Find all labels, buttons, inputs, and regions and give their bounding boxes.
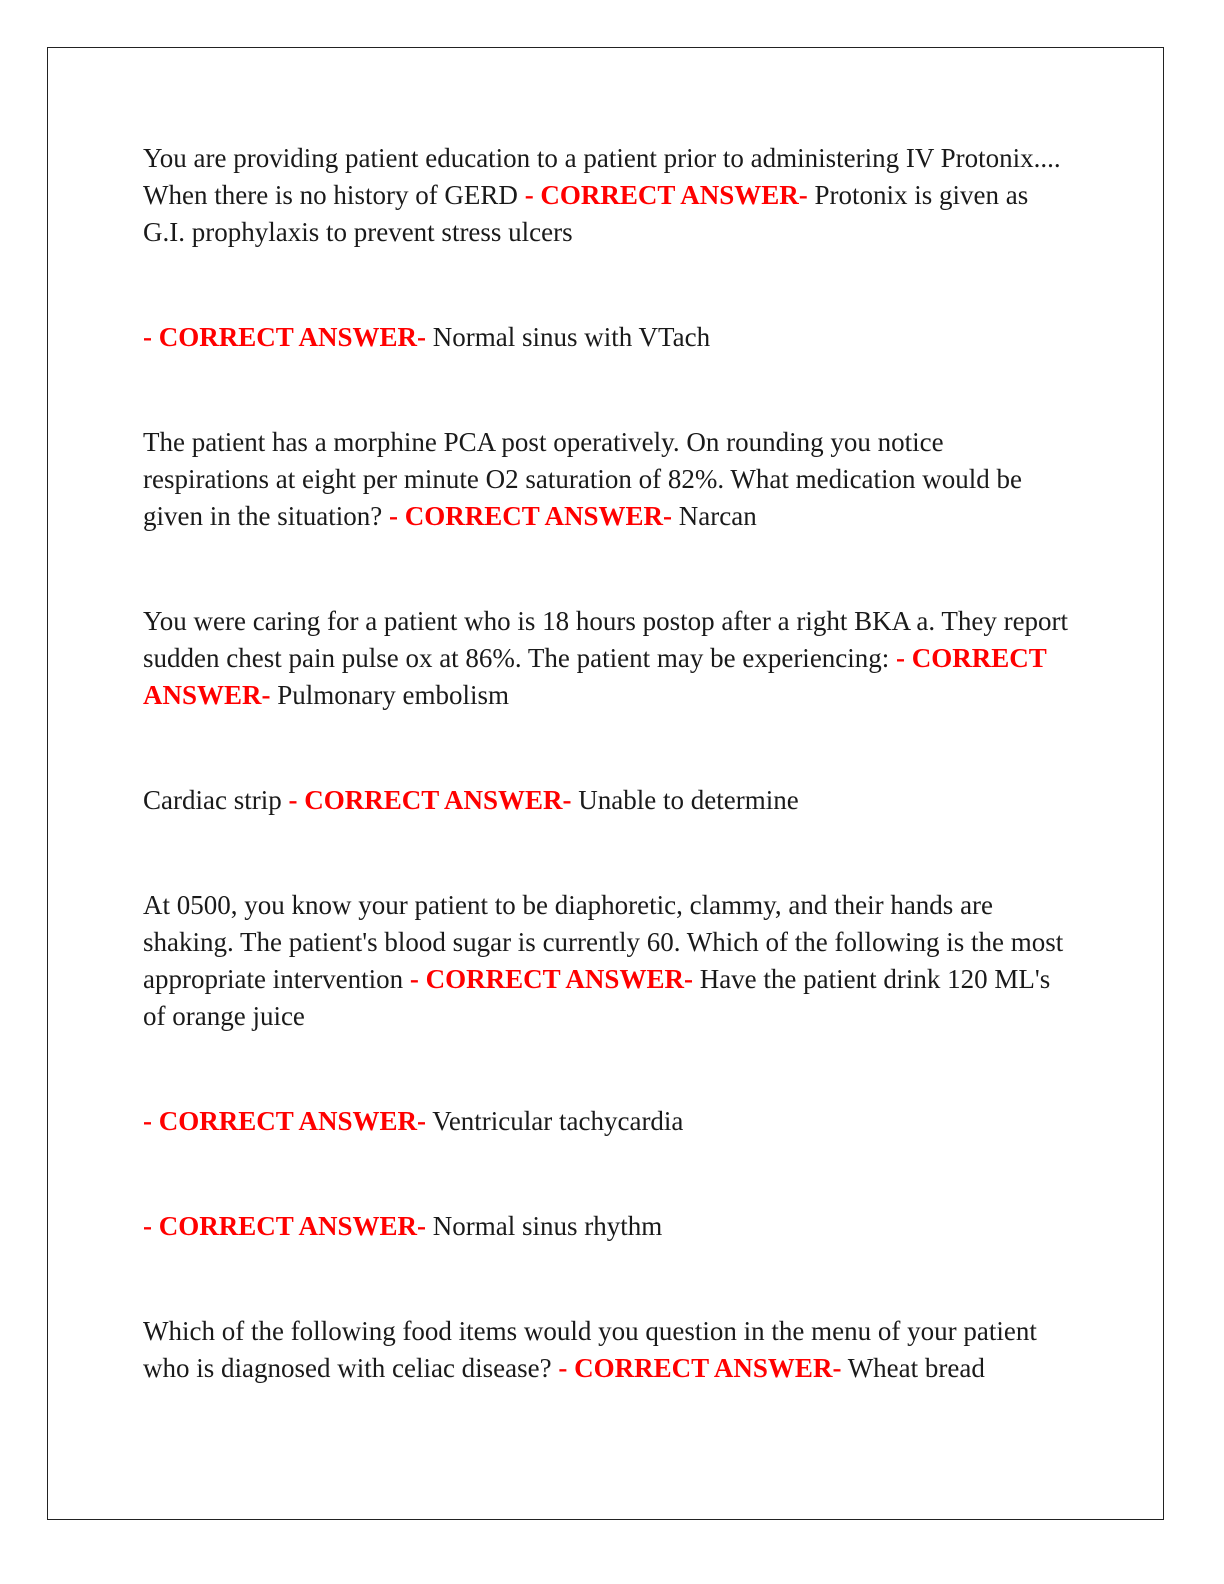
qa-item: [143, 1208, 1073, 1245]
qa-item: [143, 1313, 1073, 1387]
question-text: You were caring for a patient who is 18 hours postop after a right BKA a. They report sudden chest pain pulse ox at 86%. The patient may be experiencing:: [143, 606, 1069, 673]
question-text: Which of the following food items would you question in the menu of your patient who is diagnosed with celiac disease?: [143, 1316, 1037, 1383]
answer-text: Unable to determine: [571, 785, 799, 815]
answer-text: Normal sinus with VTach: [426, 322, 711, 352]
answer-text: Narcan: [672, 501, 757, 531]
qa-item: [143, 603, 1073, 714]
correct-answer-label: - CORRECT ANSWER-: [143, 1106, 427, 1136]
correct-answer-label: - CORRECT ANSWER-: [143, 643, 1047, 710]
qa-item: [143, 782, 1073, 819]
question-text: The patient has a morphine PCA post operatively. On rounding you notice respirations at eight per minute O2 saturation of 82%. What medication would be given in the situation?: [143, 427, 1023, 531]
answer-text: Wheat bread: [841, 1353, 985, 1383]
correct-answer-label: - CORRECT ANSWER-: [288, 785, 572, 815]
answer-text: Pulmonary embolism: [270, 680, 510, 710]
qa-list: [143, 140, 1073, 1387]
correct-answer-label: - CORRECT ANSWER-: [409, 964, 693, 994]
correct-answer-label: - CORRECT ANSWER-: [143, 1211, 427, 1241]
correct-answer-label: - CORRECT ANSWER-: [143, 322, 427, 352]
question-text: At 0500, you know your patient to be diaphoretic, clammy, and their hands are shaking. The patient's blood sugar is currently 60. Which of the following is the most appropriate intervention: [143, 890, 1064, 994]
qa-item: [143, 424, 1073, 535]
question-text: Cardiac strip: [143, 785, 289, 815]
answer-text: Ventricular tachycardia: [426, 1106, 684, 1136]
qa-item: [143, 140, 1073, 251]
answer-text: Have the patient drink 120 ML's of orange juice: [143, 964, 1051, 1031]
correct-answer-label: - CORRECT ANSWER-: [558, 1353, 842, 1383]
correct-answer-label: - CORRECT ANSWER-: [524, 180, 808, 210]
correct-answer-label: - CORRECT ANSWER-: [388, 501, 672, 531]
qa-item: [143, 887, 1073, 1035]
answer-text: Protonix is given as G.I. prophylaxis to prevent stress ulcers: [143, 180, 1029, 247]
qa-item: [143, 319, 1073, 356]
answer-text: Normal sinus rhythm: [426, 1211, 663, 1241]
qa-item: [143, 1103, 1073, 1140]
question-text: You are providing patient education to a patient prior to administering IV Protonix.... When there is no history of GERD: [143, 143, 1061, 210]
